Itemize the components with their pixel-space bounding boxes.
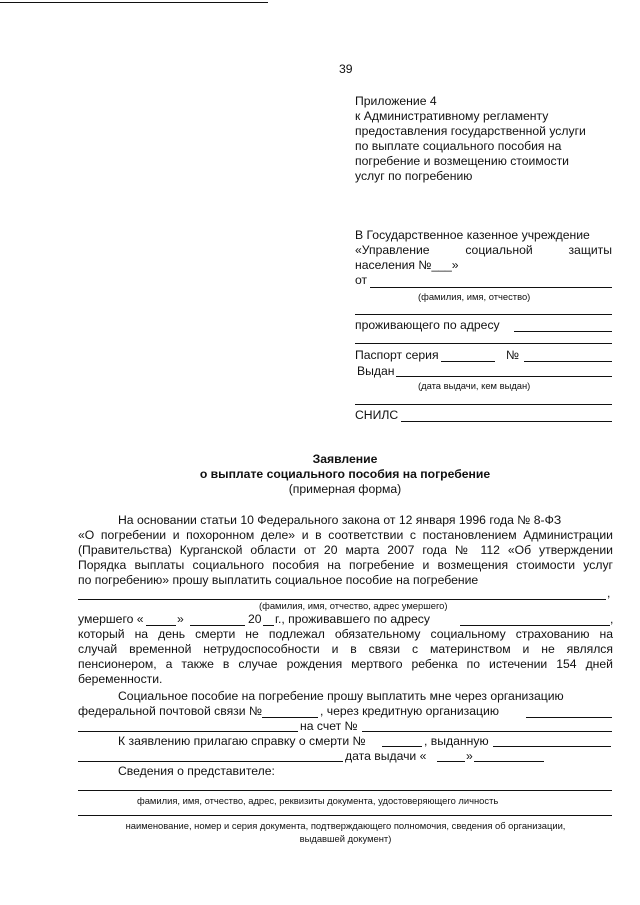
account-line [362, 731, 612, 732]
appendix-line: погребение и возмещению стоимости [355, 154, 569, 168]
doc-caption-line2: выдавшей документ) [299, 833, 392, 844]
appendix-line: к Административному регламенту [355, 109, 549, 123]
issued-by-line2 [78, 761, 343, 762]
para2-line: который на день смерти не подлежал обязательному социальному страхованию на [78, 627, 613, 641]
died-day-line [146, 625, 176, 626]
issued-field-line [396, 376, 612, 377]
document-subtitle: о выплате социального пособия на погребение [199, 467, 491, 481]
deceased-end-comma: , [607, 586, 611, 600]
credit-org-line2 [78, 731, 298, 732]
account-label: на счет № [300, 719, 358, 733]
para1-line: Порядка выплаты социального пособия на погребение и возмещения стоимости услуг [78, 558, 613, 572]
issued-caption: (дата выдачи, кем выдан) [418, 380, 531, 391]
deceased-caption: (фамилия, имя, отчество, адрес умершего) [259, 600, 448, 611]
issued-by-line [493, 746, 611, 747]
fio-field-line [370, 287, 612, 288]
blank-line [355, 314, 612, 315]
appendix-line: услуг по погребению [355, 169, 473, 183]
document-title: Заявление [312, 452, 378, 466]
page-number: 39 [339, 62, 353, 76]
attach-label: К заявлению прилагаю справку о смерти № [118, 734, 366, 748]
died-address-line [460, 625, 610, 626]
para3-line1: Социальное пособие на погребение прошу выплатить мне через организацию [118, 689, 564, 703]
issue-day-line [437, 761, 465, 762]
issue-date-close: » [466, 749, 473, 763]
rep-caption: фамилия, имя, отчество, адрес, реквизиты документа, удостоверяющего личность [137, 795, 499, 806]
para1-line: На основании статьи 10 Федерального закона от 12 января 1996 года № 8-ФЗ [118, 513, 562, 527]
credit-org-line [526, 717, 612, 718]
addressee-word: социальной [465, 243, 533, 257]
addressee-line1: В Государственное казенное учреждение [355, 228, 590, 242]
died-year-suffix: г., проживавшего по адресу [275, 612, 430, 626]
addressee-word: «Управление [355, 243, 430, 257]
blank-line [355, 343, 612, 344]
para2-line: случай временной нетрудоспособности и в связи с материнством и не являлся [78, 642, 613, 656]
para1-line: «О погребении и похоронном деле» и в соответствии с постановлением Администрации [78, 528, 613, 542]
from-label: от [355, 273, 368, 287]
para3-line2b: , через кредитную организацию [320, 704, 499, 718]
address-field-line [514, 331, 612, 332]
doc-field-line [78, 815, 612, 816]
died-quote-close: » [177, 612, 184, 626]
rep-field-line [78, 790, 612, 791]
addressee-word: защиты [568, 243, 612, 257]
died-label: умершего « [78, 612, 144, 626]
top-rule [0, 2, 268, 3]
certificate-number-line [382, 746, 422, 747]
rep-label: Сведения о представителе: [118, 764, 275, 778]
appendix-title: Приложение 4 [355, 94, 437, 108]
address-label: проживающего по адресу [355, 318, 500, 332]
para1-line: по погребению» прошу выплатить социальное пособие на погребение [78, 573, 479, 587]
died-end-comma: , [610, 612, 614, 626]
blank-line [355, 404, 612, 405]
para1-line: (Правительства) Курганской области от 20 марта 2007 года № 112 «Об утверждении [78, 543, 613, 557]
issued-label: Выдан [357, 364, 395, 378]
para2-line: беременности. [78, 672, 163, 686]
addressee-line3: населения №___» [355, 258, 459, 272]
died-year: 20 [248, 612, 262, 626]
died-year-line [263, 625, 274, 626]
postal-number-line [262, 717, 318, 718]
para3-line2a: федеральной почтовой связи № [78, 704, 263, 718]
doc-caption-line1: наименование, номер и серия документа, подтверждающего полномочия, сведения об организации, [125, 820, 566, 831]
died-month-line [190, 625, 245, 626]
snils-label: СНИЛС [355, 408, 399, 422]
snils-field-line [401, 421, 612, 422]
fio-caption: (фамилия, имя, отчество) [418, 291, 531, 302]
document-note: (примерная форма) [288, 482, 402, 496]
passport-series-label: Паспорт серия [355, 348, 439, 362]
passport-number-line [524, 361, 612, 362]
addressee-line2 [355, 243, 612, 257]
passport-number-label: № [506, 348, 520, 362]
issue-date-label: дата выдачи « [345, 749, 427, 763]
issue-month-line [474, 761, 544, 762]
passport-series-line [441, 361, 495, 362]
appendix-line: по выплате социального пособия на [355, 139, 562, 153]
para2-line: пенсионером, а также в случае рождения мертвого ребенка по истечении 154 дней [78, 657, 613, 671]
attach-issued: , выданную [424, 734, 489, 748]
appendix-line: предоставления государственной услуги [355, 124, 586, 138]
